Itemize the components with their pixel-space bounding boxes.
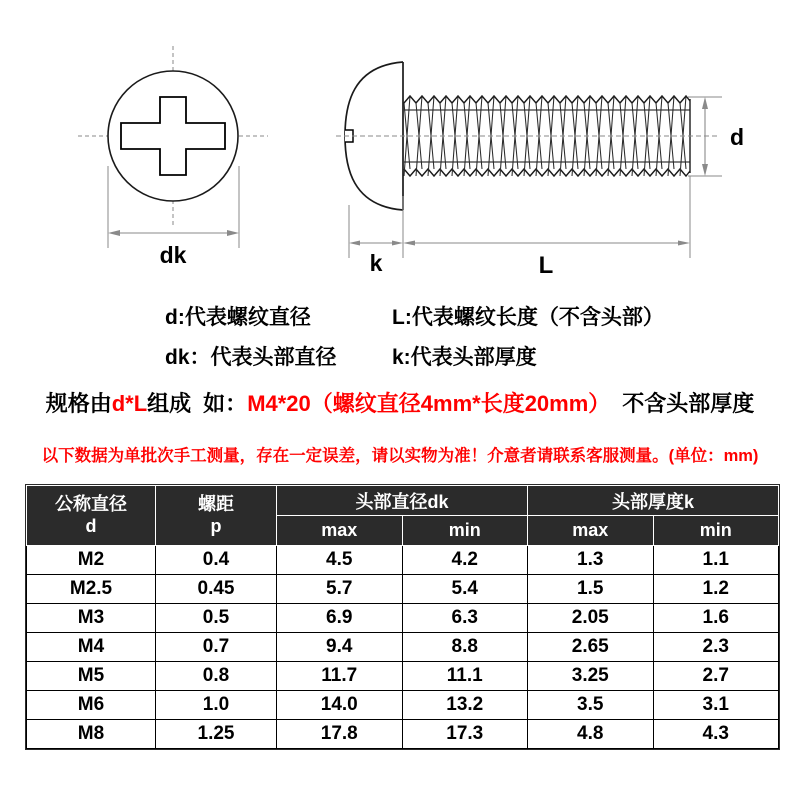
cell-dk-min: 8.8 <box>402 633 528 662</box>
cell-k-max: 4.8 <box>528 720 654 749</box>
k-label: k <box>369 250 383 276</box>
cell-nominal-diameter: M8 <box>27 720 156 749</box>
header-dk-max: max <box>277 516 403 546</box>
technical-diagram <box>0 0 800 290</box>
header-head-diameter-group: 头部直径dk <box>277 486 528 516</box>
k-arrow-right <box>392 241 403 246</box>
cell-dk-min: 17.3 <box>402 720 528 749</box>
cell-pitch: 0.4 <box>156 546 277 575</box>
spec-part1: 规格由 <box>45 391 112 416</box>
legend-L-description: L:代表螺纹长度（不含头部） <box>392 306 664 329</box>
table-head <box>27 486 779 546</box>
cell-dk-min: 11.1 <box>402 662 528 691</box>
cell-k-max: 2.05 <box>528 604 654 633</box>
cell-k-min: 2.7 <box>653 662 779 691</box>
table-row <box>27 633 779 662</box>
header-pitch <box>156 486 277 546</box>
cell-dk-max: 11.7 <box>277 662 403 691</box>
header-nominal-diameter-line1: 公称直径 <box>55 494 127 515</box>
L-label: L <box>538 252 554 279</box>
header-nominal-diameter <box>27 486 156 546</box>
spec-code-dL: d*L <box>111 391 148 416</box>
cell-k-min: 1.2 <box>653 575 779 604</box>
spec-part4: 如： <box>203 391 248 416</box>
table-row <box>27 720 779 749</box>
header-k-max: max <box>528 516 654 546</box>
cell-pitch: 1.25 <box>156 720 277 749</box>
cell-k-max: 1.5 <box>528 575 654 604</box>
cell-dk-min: 6.3 <box>402 604 528 633</box>
cell-dk-max: 5.7 <box>277 575 403 604</box>
d-arrow-bottom <box>702 164 708 176</box>
legend-row <box>0 338 800 378</box>
header-k-min: min <box>653 516 779 546</box>
L-arrow-left <box>403 241 415 246</box>
spec-part3: 组成 <box>147 391 192 416</box>
d-arrow-top <box>702 97 708 109</box>
d-label: d <box>730 124 745 150</box>
cell-dk-min: 4.2 <box>402 546 528 575</box>
thread-bottom-zigzag <box>404 169 690 176</box>
legend-row <box>0 298 800 338</box>
legend-d-description: d:代表螺纹直径 <box>165 306 311 329</box>
legend-block <box>0 298 800 378</box>
table-row <box>27 604 779 633</box>
cell-nominal-diameter: M2 <box>27 546 156 575</box>
cell-pitch: 0.45 <box>156 575 277 604</box>
table-row <box>27 546 779 575</box>
dk-label: dk <box>159 242 187 268</box>
top-view-group <box>78 46 268 268</box>
cell-dk-max: 9.4 <box>277 633 403 662</box>
cell-k-max: 1.3 <box>528 546 654 575</box>
measurement-warning-note: 以下数据为单批次手工测量，存在一定误差，请以实物为准！介意者请联系客服测量。(单位：mm) <box>41 447 759 465</box>
cell-dk-max: 17.8 <box>277 720 403 749</box>
table-row <box>27 662 779 691</box>
spec-format-line <box>0 386 800 422</box>
specification-table-wrapper <box>25 484 780 750</box>
side-view-group <box>336 62 744 279</box>
cell-pitch: 1.0 <box>156 691 277 720</box>
cell-dk-min: 13.2 <box>402 691 528 720</box>
cell-nominal-diameter: M2.5 <box>27 575 156 604</box>
cell-k-min: 4.3 <box>653 720 779 749</box>
specification-table <box>26 485 779 749</box>
header-pitch-line1: 螺距 <box>198 494 234 515</box>
header-head-thickness-group: 头部厚度k <box>528 486 779 516</box>
cell-k-max: 3.5 <box>528 691 654 720</box>
table-row <box>27 691 779 720</box>
cell-k-min: 3.1 <box>653 691 779 720</box>
screw-drawing-svg <box>0 0 800 290</box>
table-row <box>27 575 779 604</box>
cell-nominal-diameter: M5 <box>27 662 156 691</box>
thread-top-zigzag <box>404 96 690 103</box>
spec-example: M4*20（螺纹直径4mm*长度20mm） <box>247 391 611 416</box>
dk-arrow-right <box>227 230 239 236</box>
cell-pitch: 0.7 <box>156 633 277 662</box>
cell-k-max: 3.25 <box>528 662 654 691</box>
cell-pitch: 0.8 <box>156 662 277 691</box>
table-header-row-top <box>27 486 779 516</box>
cell-nominal-diameter: M4 <box>27 633 156 662</box>
spec-part6: 不含头部厚度 <box>622 391 755 416</box>
cell-dk-min: 5.4 <box>402 575 528 604</box>
cell-pitch: 0.5 <box>156 604 277 633</box>
cell-nominal-diameter: M3 <box>27 604 156 633</box>
cell-k-min: 1.6 <box>653 604 779 633</box>
table-body <box>27 546 779 749</box>
cell-dk-max: 14.0 <box>277 691 403 720</box>
legend-dk-description: dk：代表头部直径 <box>165 346 337 369</box>
cell-k-max: 2.65 <box>528 633 654 662</box>
cell-dk-max: 6.9 <box>277 604 403 633</box>
legend-k-description: k:代表头部厚度 <box>392 346 537 369</box>
cell-nominal-diameter: M6 <box>27 691 156 720</box>
k-arrow-left <box>349 241 360 246</box>
cell-dk-max: 4.5 <box>277 546 403 575</box>
header-dk-min: min <box>402 516 528 546</box>
cell-k-min: 1.1 <box>653 546 779 575</box>
dk-arrow-left <box>108 230 120 236</box>
L-arrow-right <box>678 241 690 246</box>
header-pitch-line2: p <box>210 515 222 536</box>
header-nominal-diameter-line2: d <box>85 515 97 536</box>
cell-k-min: 2.3 <box>653 633 779 662</box>
